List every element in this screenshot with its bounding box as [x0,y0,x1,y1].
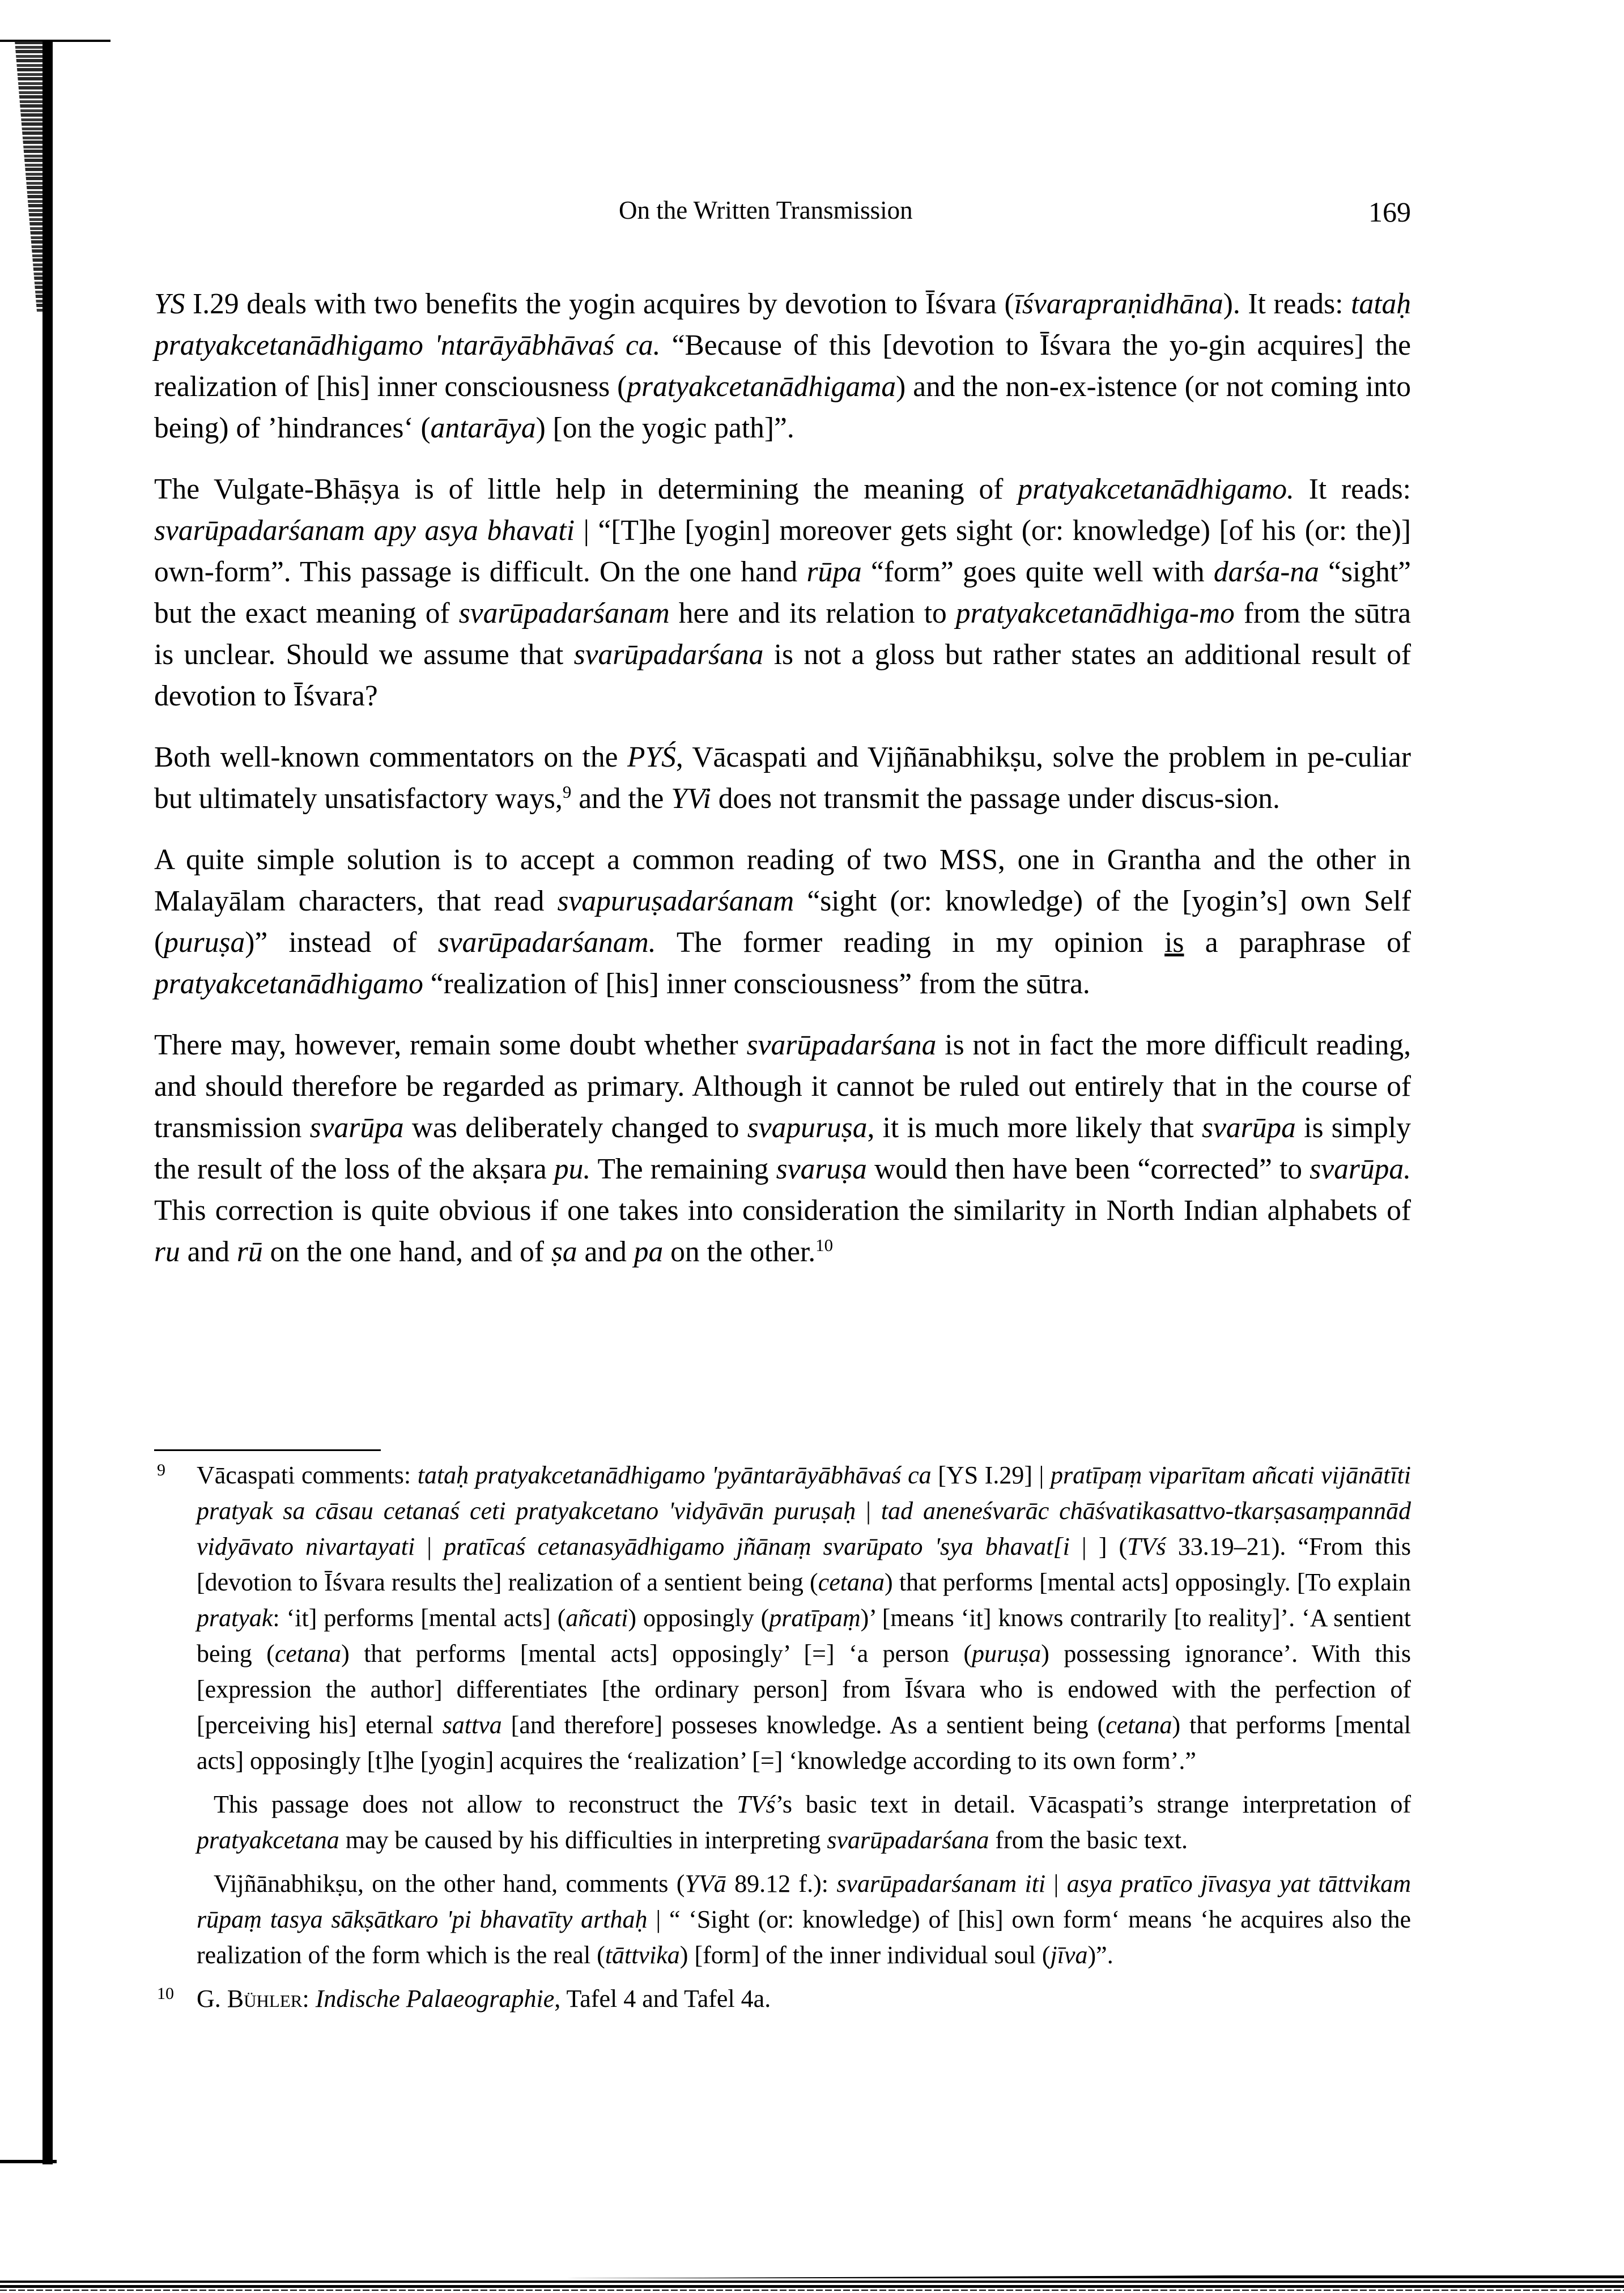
paragraph: YS I.29 deals with two benefits the yogin acquires by devotion to Īśvara (īśvarapraṇidhāna). It reads: tataḥ pratyakcetanādhigamo 'ntarāyābhāvaś ca. “Because of this [devotion to Īśvara the yo-gin acquires] the realization of [his] inner consciousness (pratyakcetanādhigama) and the non-ex-istence (or not coming into being) of ’hindrances‘ (antarāya) [on the yogic path]”. [154,288,1412,444]
page-number: 169 [1368,196,1411,228]
scan-edge-line [0,2290,1624,2291]
paragraph: There may, however, remain some doubt whether svarūpadarśana is not in fact the more difficult reading, and should therefore be regarded as primary. Although it cannot be ruled out entirely that in the course of transmission svarūpa was deliberately changed to svapuruṣa, it is much more likely that svarūpa is simply the result of the loss of the akṣara pu. The remaining svaruṣa would then have been “corrected” to svarūpa. This correction is quite obvious if one takes into consideration the similarity in North Indian alphabets of ru and rū on the one hand, and of ṣa and pa on the other.$^{10}$ [154,1029,1411,1268]
scan-bottom-edge [0,2281,1624,2293]
footnote-paragraph: G. Bühler: Indische Palaeographie, Tafel 4 and Tafel 4a. [197,1985,771,2013]
binding-foot [0,2160,57,2163]
footnote-paragraph: This passage does not allow to reconstruct the TVś’s basic text in detail. Vācaspati’s strange interpretation of pratyakcetana may be caused by his difficulties in interpreting svarūpadarśana from the basic text. [197,1790,1411,1854]
scan-edge-line [567,2274,1624,2278]
footnote-separator [154,1449,381,1451]
footnote-paragraph: Vācaspati comments: tataḥ pratyakcetanādhigamo 'pyāntarāyābhāvaś ca [YS I.29] | pratīpaṃ viparītam añcati vijānātīti pratyak sa cāsau cetanaś ceti pratyakcetano 'vidyāvān puruṣaḥ | tad aneneśvarāc chāśvatikasattvo-tkarṣasaṃpannād vidyāvato nivartayati | pratīcaś cetanasyādhigamo jñānaṃ svarūpato 'sya bhavat[i | ] (TVś 33.19–21). “From this [devotion to Īśvara results the] realization of a sentient being (cetana) that performs [mental acts] opposingly. [To explain pratyak: ‘it] performs [mental acts] (añcati) opposingly (pratīpaṃ)’ [means ‘it] knows contrarily [to reality]’. ‘A sentient being (cetana) that performs [mental acts] opposingly’ [=] ‘a person (puruṣa) possessing ignorance’. With this [expression the author] differentiates [the ordinary person] from Īśvara who is endowed with the perfection of [perceiving his] eternal sattva [and therefore] posseses knowledge. As a sentient being (cetana) that performs [mental acts] opposingly [t]he [yogin] acquires the ‘realization’ [=] ‘knowledge according to its own form’.” [197,1461,1412,1775]
paragraph: Both well-known commentators on the PYŚ, Vācaspati and Vijñānabhikṣu, solve the problem in pe-culiar but ultimately unsatisfactory ways,$^9$ and the YVi does not transmit the passage under discus-sion. [154,741,1411,815]
running-head [154,195,1411,229]
running-title: On the Written Transmission [619,196,913,224]
footnote-number: 10 [157,1984,174,2003]
scan-edge-line [0,2281,1624,2283]
footnote-9 [154,1457,1411,1973]
scan-edge-line [0,2285,1624,2288]
main-text [154,283,1411,1292]
paragraph: A quite simple solution is to accept a common reading of two MSS, one in Grantha and the other in Malayālam characters, that read svapuruṣadarśanam “sight (or: knowledge) of the [yogin’s] own Self (puruṣa)” instead of svarūpadarśanam. The former reading in my opinion is a paraphrase of pratyakcetanādhigamo “realization of [his] inner consciousness” from the sūtra. [154,844,1411,1000]
binding-spine [42,40,53,2164]
footnote-10 [154,1981,1411,2017]
footnote-number: 9 [157,1461,165,1479]
scan-binding-edge [0,40,57,2164]
footnote-paragraph: Vijñānabhikṣu, on the other hand, comments (YVā 89.12 f.): svarūpadarśanam iti | asya pratīco jīvasya yat tāttvikam rūpaṃ tasya sākṣātkaro 'pi bhavatīty arthaḥ | “ ‘Sight (or: knowledge) of [his] own form‘ means ‘he acquires also the realization of the form which is the real (tāttvika) [form] of the inner individual soul (jīva)”. [197,1870,1411,1969]
footnotes [154,1457,1411,2024]
paragraph: The Vulgate-Bhāṣya is of little help in determining the meaning of pratyakcetanādhigamo. It reads: svarūpadarśanam apy asya bhavati | “[T]he [yogin] moreover gets sight (or: knowledge) [of his (or: the)] own-form”. This passage is difficult. On the one hand rūpa “form” goes quite well with darśa-na “sight” but the exact meaning of svarūpadarśanam here and its relation to pratyakcetanādhiga-mo from the sūtra is unclear. Should we assume that svarūpadarśana is not a gloss but rather states an additional result of devotion to Īśvara? [154,473,1411,712]
binding-shadow [15,41,46,313]
